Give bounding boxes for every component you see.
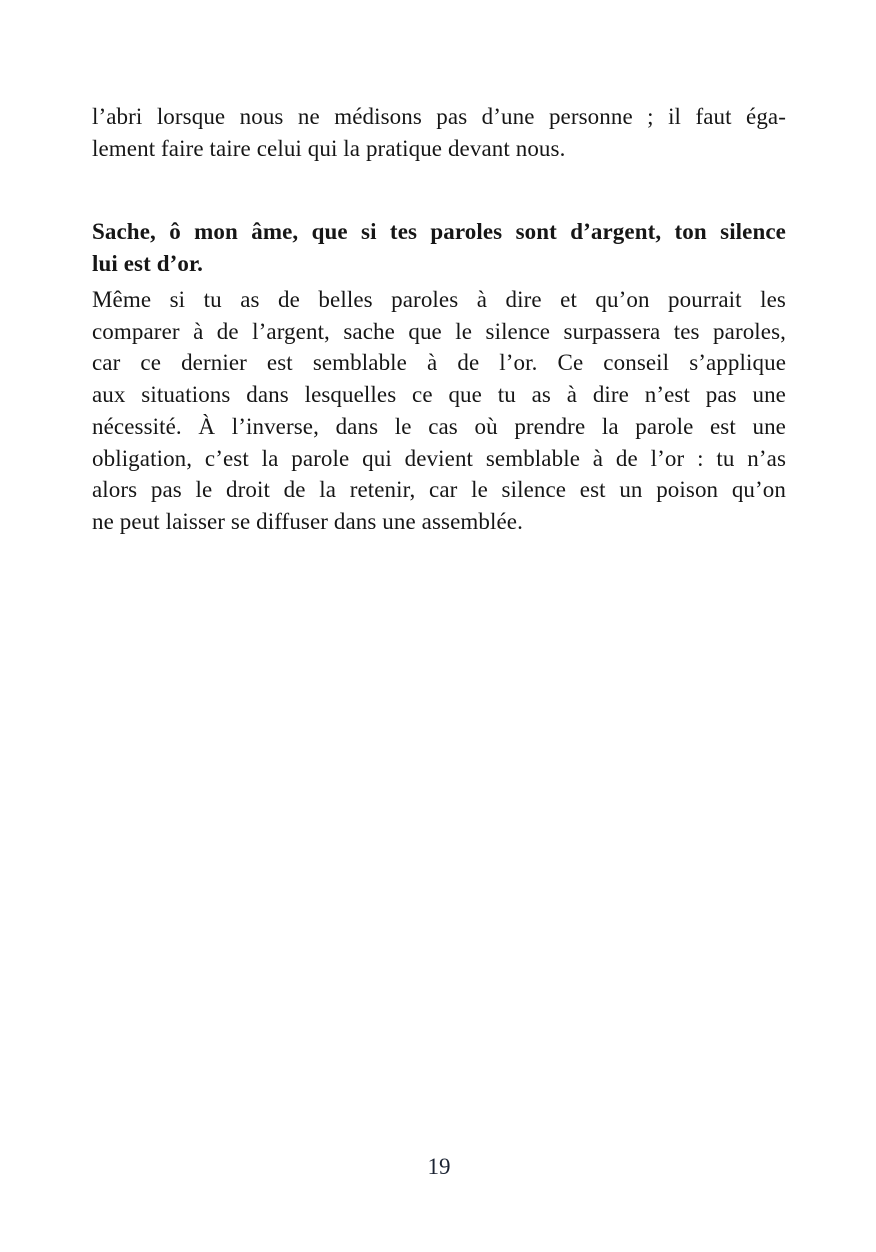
text-line: obligation, c’est la parole qui devient semblable à de l’or : tu n’as <box>92 445 786 471</box>
page-number: 19 <box>427 1154 451 1179</box>
text-line: lui est d’or. <box>92 250 203 276</box>
text-line: ne peut laisser se diffuser dans une assemblée. <box>92 508 523 534</box>
text-line: lement faire taire celui qui la pratique devant nous. <box>92 135 566 161</box>
text-line: car ce dernier est semblable à de l’or. Ce conseil s’applique <box>92 350 786 376</box>
text-line: l’abri lorsque nous ne médisons pas d’une personne ; il faut éga- <box>92 104 786 129</box>
text-line: alors pas le droit de la retenir, car le silence est un poison qu’on <box>92 477 786 503</box>
text-line: nécessité. À l’inverse, dans le cas où prendre la parole est une <box>92 413 786 439</box>
text-line: comparer à de l’argent, sache que le silence surpassera tes paroles, <box>92 318 786 344</box>
text-line: Même si tu as de belles paroles à dire et qu’on pourrait les <box>92 287 786 312</box>
section-heading <box>92 216 786 279</box>
text-line: aux situations dans lesquelles ce que tu as à dire n’est pas une <box>92 382 786 408</box>
text-line: Sache, ô mon âme, que si tes paroles sont d’argent, ton silence <box>92 219 786 244</box>
paragraph-body <box>92 284 786 538</box>
paragraph-intro <box>92 101 786 164</box>
